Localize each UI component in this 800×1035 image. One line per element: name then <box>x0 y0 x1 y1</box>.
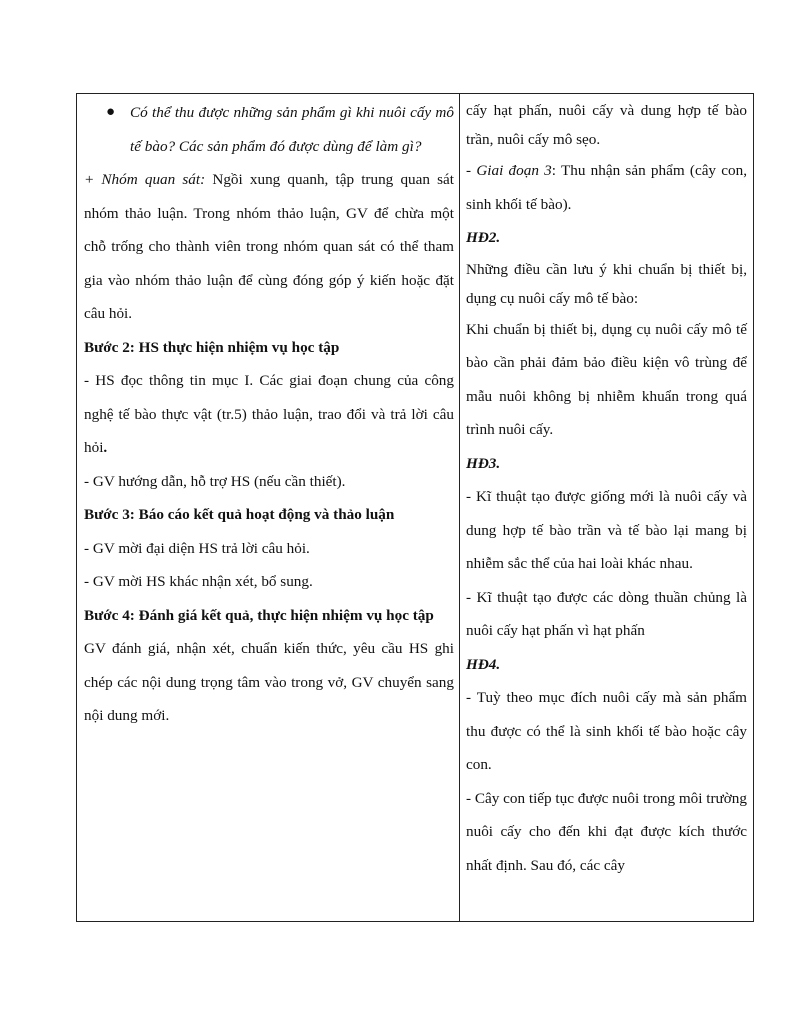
stage-3-text: : Thu nhận sản phẩm (cây con, sinh khối tế bào). <box>466 162 747 213</box>
observe-label: + Nhóm quan sát: <box>84 171 206 188</box>
stage-3-label: Giai đoạn 3 <box>476 162 552 179</box>
table-right-column <box>460 94 753 921</box>
table-left-column <box>77 94 460 921</box>
hd3-heading: HĐ3. <box>466 454 501 472</box>
hd3-paragraph-2: - Kĩ thuật tạo được các dòng thuần chủng là nuôi cấy hạt phấn vì hạt phấn <box>466 588 747 639</box>
step2-paragraph-2: - GV hướng dẫn, hỗ trợ HS (nếu cần thiết). <box>84 472 346 490</box>
step2-paragraph-1-text: - HS đọc thông tin mục I. Các giai đoạn chung của công nghệ tế bào thực vật (tr.5) thảo luận, trao đổi và trả lời câu hỏi <box>84 372 454 456</box>
step3-heading: Bước 3: Báo cáo kết quả hoạt động và thảo luận <box>84 506 395 523</box>
stage-3-prefix: - <box>466 162 477 179</box>
observe-text: Ngồi xung quanh, tập trung quan sát nhóm thảo luận. Trong nhóm thảo luận, GV để chừa một chỗ trống cho thành viên trong nhóm quan sát có thể tham gia vào nhóm thảo luận để cùng đóng góp ý kiến hoặc đặt câu hỏi. <box>84 171 454 322</box>
hd3-paragraph-1: - Kĩ thuật tạo được giống mới là nuôi cấy và dung hợp tế bào trần và tế bào lại mang bị nhiễm sắc thể của hai loài khác nhau. <box>466 488 747 572</box>
bullet-question-text: Có thể thu được những sản phẩm gì khi nuôi cấy mô tế bào? Các sản phẩm đó được dùng để làm gì? <box>130 104 454 155</box>
hd4-paragraph-1: - Tuỳ theo mục đích nuôi cấy mà sản phẩm thu được có thể là sinh khối tế bào hoặc cây con. <box>466 689 747 773</box>
step2-heading: Bước 2: HS thực hiện nhiệm vụ học tập <box>84 338 340 356</box>
step2-paragraph-1 <box>84 364 454 465</box>
bullet-question <box>84 96 454 163</box>
step4-paragraph-1: GV đánh giá, nhận xét, chuẩn kiến thức, yêu cầu HS ghi chép các nội dung trọng tâm vào trong vở, GV chuyển sang nội dung mới. <box>84 640 454 724</box>
hd2-paragraph-1: Những điều cần lưu ý khi chuẩn bị thiết bị, dụng cụ nuôi cấy mô tế bào: <box>466 260 747 307</box>
hd2-heading: HĐ2. <box>466 229 501 246</box>
hd4-heading: HĐ4. <box>466 655 501 673</box>
observe-paragraph <box>84 163 454 331</box>
hd2-paragraph-2: Khi chuẩn bị thiết bị, dụng cụ nuôi cấy mô tế bào cần phải đảm bảo điều kiện vô trùng để mẫu nuôi không bị nhiễm khuẩn trong quá trình nuôi cấy. <box>466 320 747 438</box>
stage-3-paragraph <box>466 154 747 221</box>
step3-paragraph-1: - GV mời đại diện HS trả lời câu hỏi. <box>84 539 310 557</box>
stage-2-continuation: cấy hạt phấn, nuôi cấy và dung hợp tế bào trần, nuôi cấy mô sẹo. <box>466 102 747 148</box>
content-table <box>76 93 754 922</box>
step4-heading: Bước 4: Đánh giá kết quả, thực hiện nhiệm vụ học tập <box>84 606 434 624</box>
step3-paragraph-2: - GV mời HS khác nhận xét, bổ sung. <box>84 573 313 590</box>
hd4-paragraph-2: - Cây con tiếp tục được nuôi trong môi trường nuôi cấy cho đến khi đạt được kích thước nhất định. Sau đó, các cây <box>466 789 747 874</box>
step2-paragraph-1-end: . <box>103 439 108 456</box>
bullet-dot-icon: ● <box>106 104 116 120</box>
